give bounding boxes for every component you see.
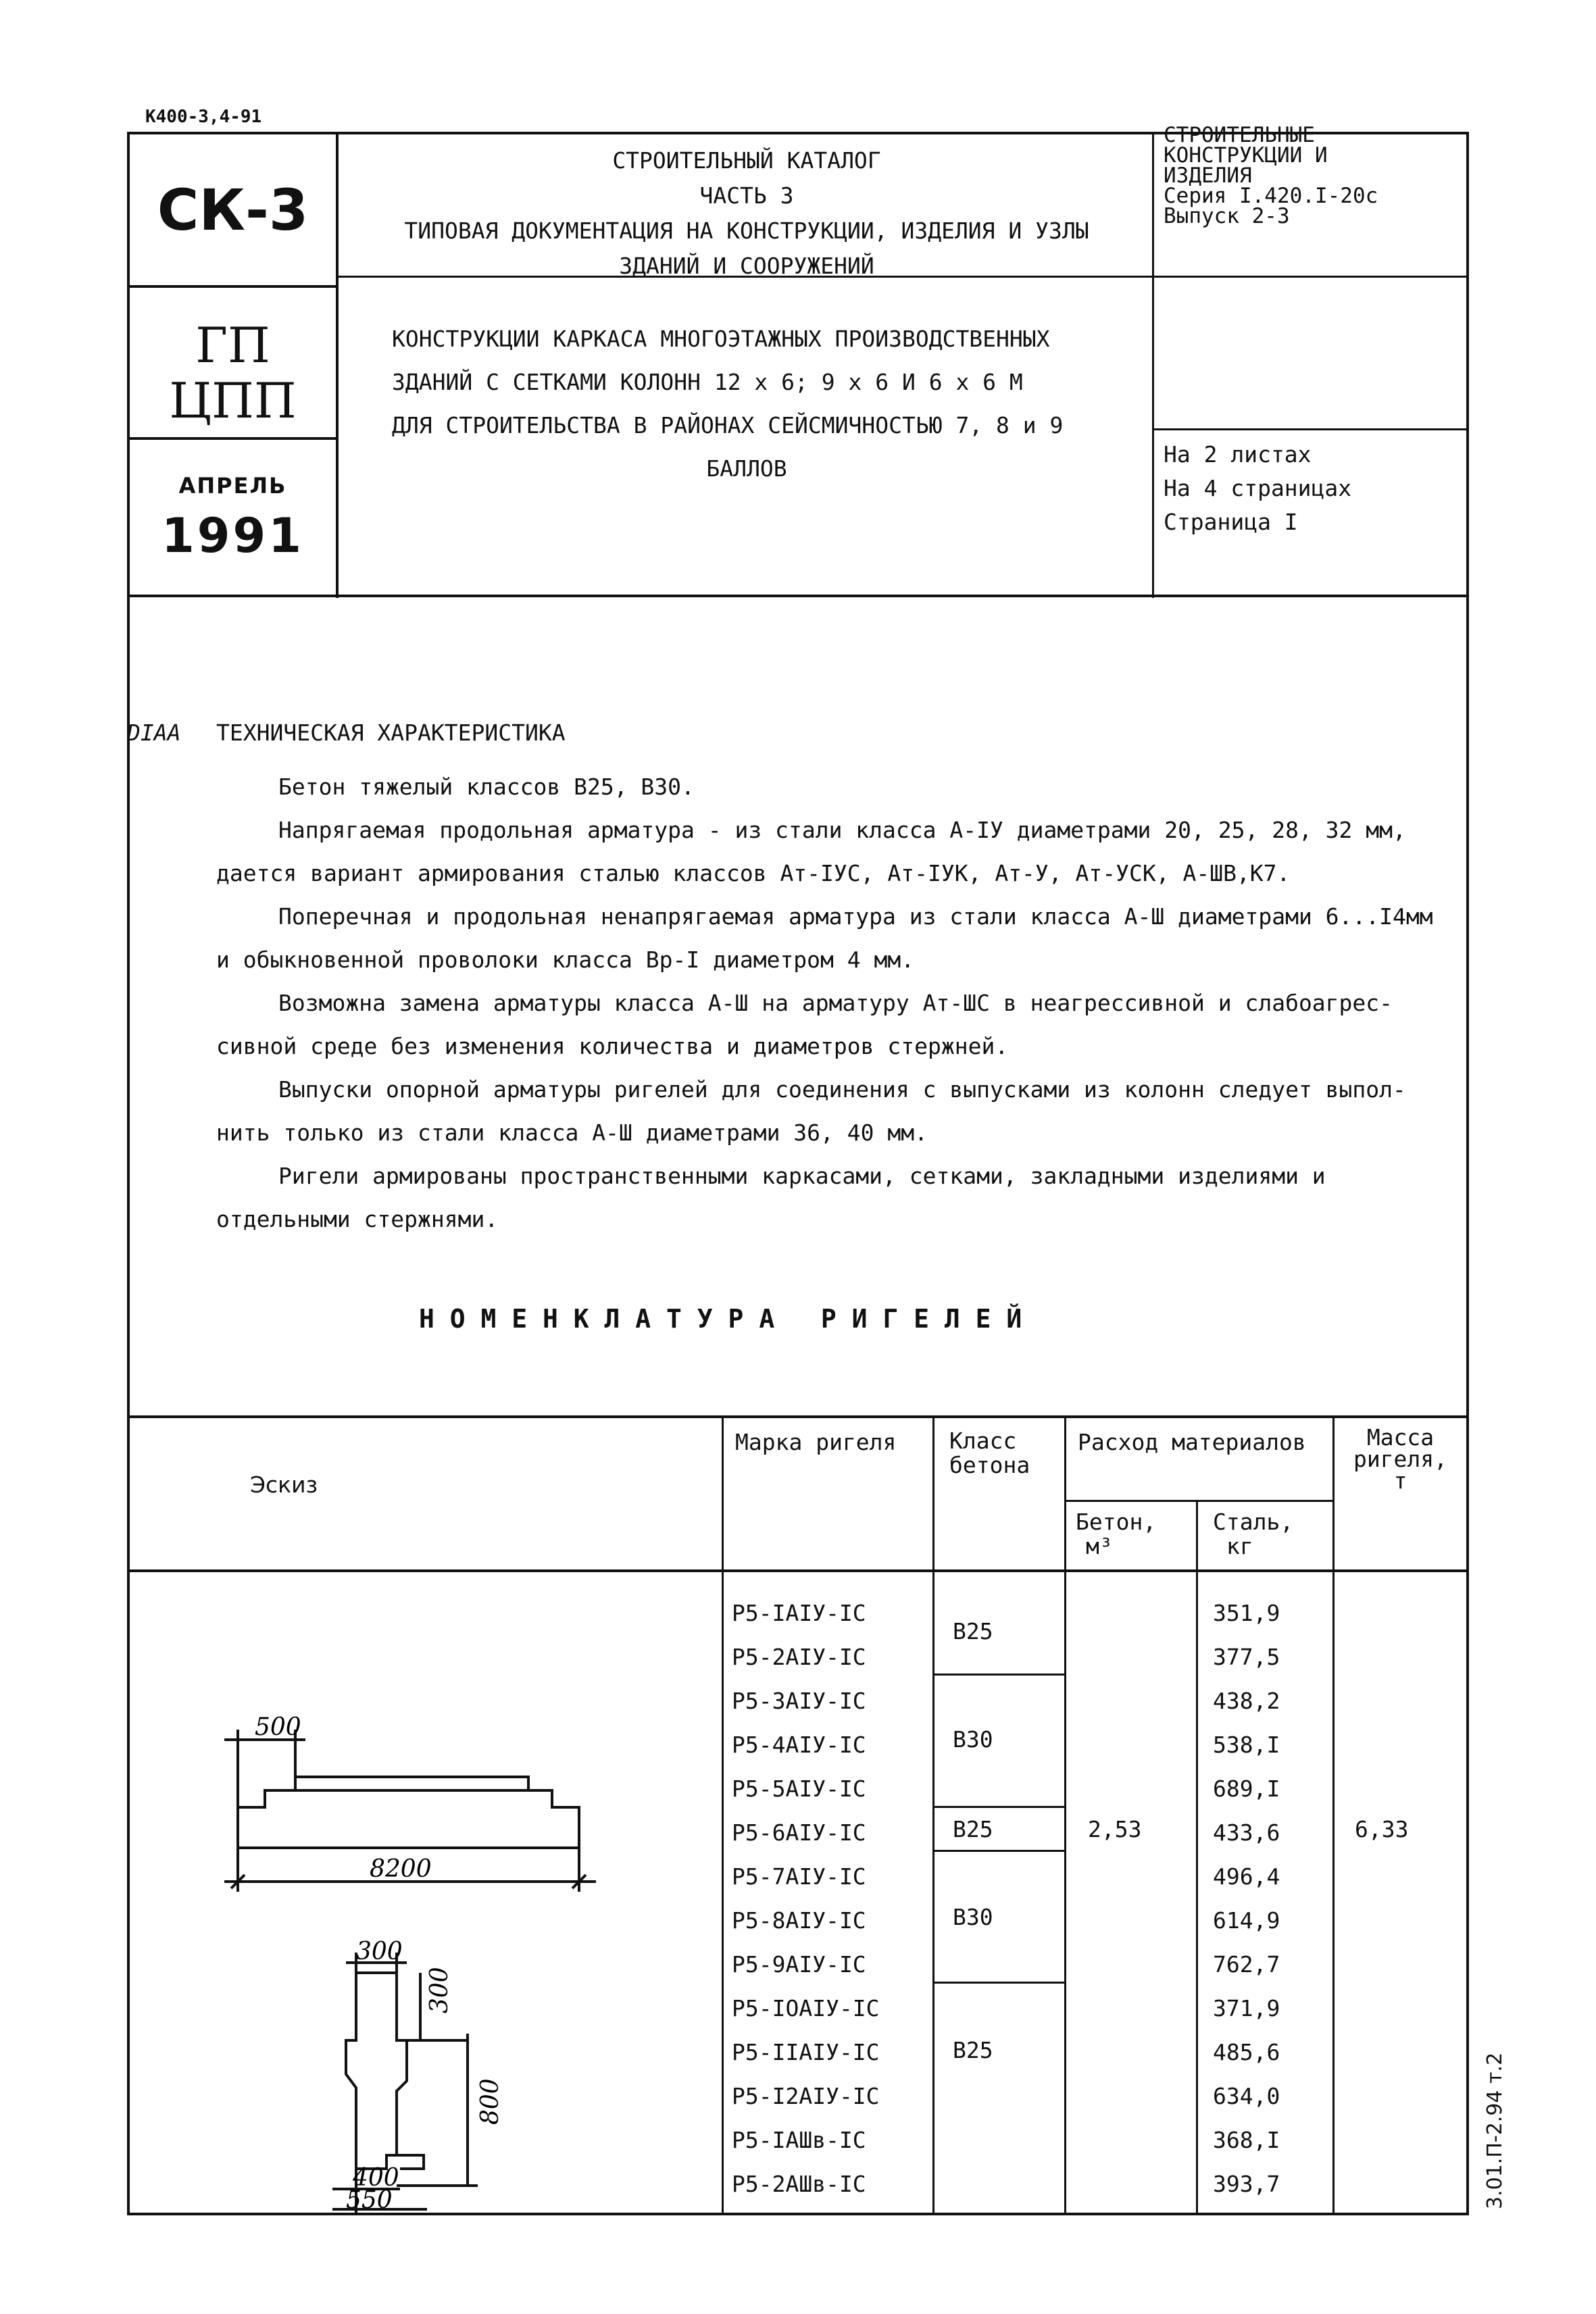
- table-row-mark: Р5-3АIУ-IС: [732, 1688, 866, 1714]
- side-code: 3.01.П-2.94 т.2: [1483, 2052, 1507, 2209]
- org-line-1: ГП: [195, 317, 270, 374]
- tech-para-6: Ригели армированы пространственными каркасами, сетками, закладными изделиями и: [278, 1163, 1326, 1189]
- class-group-2: В30: [953, 1726, 993, 1753]
- concrete-volume: 2,53: [1088, 1816, 1142, 1842]
- tech-heading: ТЕХНИЧЕСКАЯ ХАРАКТЕРИСТИКА: [216, 720, 566, 746]
- document-title: [345, 318, 1149, 491]
- section-issue: Выпуск 2-3: [1164, 204, 1290, 228]
- nomenclature-title: Н О М Е Н К Л А Т У Р А Р И Г Е Л Е Й: [419, 1304, 1022, 1334]
- tech-para-4: Возможна замена арматуры класса А-Ш на арматуру Ат-ШС в неагрессивной и слабоагрес-: [278, 990, 1393, 1016]
- document-title-line-3: ДЛЯ СТРОИТЕЛЬСТВА В РАЙОНАХ СЕЙСМИЧНОСТЬЮ 7, 8 и 9: [392, 412, 1064, 438]
- table-row-mark: Р5-9АIУ-IС: [732, 1951, 866, 1978]
- steel-list: [1213, 1591, 1328, 2206]
- table-row-steel: 762,7: [1213, 1951, 1280, 1978]
- table-row-mark: Р5-2АШв-IС: [732, 2171, 866, 2197]
- table-row-mark: Р5-IАШв-IС: [732, 2127, 866, 2153]
- beam-mass: 6,33: [1355, 1816, 1409, 1842]
- tech-para-5: Выпуски опорной арматуры ригелей для соединения с выпусками из колонн следует выпол-: [278, 1076, 1406, 1103]
- catalog-title-line-4: ЗДАНИЙ И СООРУЖЕНИЙ: [619, 253, 874, 279]
- section-title-line-1: СТРОИТЕЛЬНЫЕ: [1164, 123, 1315, 147]
- header-mark: Марка ригеля: [735, 1429, 897, 1455]
- table-row-steel: 438,2: [1213, 1688, 1280, 1714]
- pages-count: На 4 страницах: [1164, 475, 1352, 501]
- tech-para-6b: отдельными стержнями.: [216, 1206, 499, 1232]
- header-steel: [1213, 1510, 1293, 1559]
- table-row-steel: 538,I: [1213, 1732, 1280, 1758]
- catalog-title-line-2: ЧАСТЬ 3: [699, 182, 794, 209]
- header-concrete-class: [949, 1429, 1030, 1478]
- org-line-2: ЦПП: [169, 372, 297, 429]
- class-group-4: В30: [953, 1904, 993, 1930]
- tech-para-3b: и обыкновенной проволоки класса Вр-I диаметром 4 мм.: [216, 947, 915, 973]
- header-concrete: [1076, 1510, 1156, 1559]
- table-row-mark: Р5-4АIУ-IС: [732, 1732, 866, 1758]
- section-title-line-3: ИЗДЕЛИЯ: [1164, 164, 1252, 188]
- table-row-steel: 689,I: [1213, 1776, 1280, 1802]
- tech-para-3: Поперечная и продольная ненапрягаемая арматура из стали класса А-Ш диаметрами 6...I4мм: [278, 903, 1433, 930]
- table-row-steel: 485,6: [1213, 2039, 1280, 2065]
- document-title-line-2: ЗДАНИЙ С СЕТКАМИ КОЛОНН 12 х 6; 9 х 6 И 6 х 6 М: [392, 369, 1023, 395]
- class-group-1: В25: [953, 1618, 993, 1644]
- tech-para-4b: сивной среде без изменения количества и диаметров стержней.: [216, 1033, 1009, 1059]
- table-row-steel: 634,0: [1213, 2083, 1280, 2109]
- tech-para-5b: нить только из стали класса А-Ш диаметрами 36, 40 мм.: [216, 1120, 928, 1146]
- table-row-steel: 496,4: [1213, 1863, 1280, 1890]
- header-concrete-line-2: м³: [1086, 1533, 1113, 1559]
- table-row-steel: 371,9: [1213, 1995, 1280, 2021]
- table-row-steel: 368,I: [1213, 2127, 1280, 2153]
- class-group-5: В25: [953, 2037, 993, 2063]
- document-title-line-1: КОНСТРУКЦИИ КАРКАСА МНОГОЭТАЖНЫХ ПРОИЗВОДСТВЕННЫХ: [392, 326, 1050, 352]
- section-title: [1164, 125, 1461, 226]
- beam-sketch: [130, 1574, 718, 2213]
- section-series: Серия I.420.I-20с: [1164, 184, 1378, 208]
- table-row-steel: 393,7: [1213, 2171, 1280, 2197]
- table-row-steel: 377,5: [1213, 1644, 1280, 1670]
- dim-section-bottom: 550: [346, 2186, 393, 2213]
- header-class-line-1: Класс: [949, 1428, 1017, 1454]
- issue-year: 1991: [161, 508, 304, 563]
- pages-info: [1164, 438, 1461, 539]
- header-steel-line-2: кг: [1226, 1533, 1253, 1559]
- margin-mark: DIAA: [127, 720, 181, 746]
- header-sketch: Эскиз: [250, 1472, 318, 1498]
- table-row-steel: 433,6: [1213, 1819, 1280, 1846]
- table-row-mark: Р5-IАIУ-IС: [732, 1600, 866, 1626]
- tech-para-2: Напрягаемая продольная арматура - из стали класса А-IУ диаметрами 20, 25, 28, 32 мм,: [278, 817, 1406, 843]
- header-concrete-line-1: Бетон,: [1076, 1509, 1157, 1535]
- dim-section-height: 800: [476, 2078, 504, 2125]
- dim-section-top: 300: [356, 1938, 403, 1965]
- frame-right: [1466, 595, 1469, 2215]
- tech-para-1: Бетон тяжелый классов В25, В30.: [278, 774, 695, 800]
- table-row-mark: Р5-6АIУ-IС: [732, 1819, 866, 1846]
- catalog-title: [345, 143, 1149, 284]
- dim-section-web: 400: [353, 2164, 399, 2192]
- tech-text: [216, 765, 1460, 1241]
- table-row-mark: Р5-IIАIУ-IС: [732, 2039, 880, 2065]
- table-row-mark: Р5-7АIУ-IС: [732, 1863, 866, 1890]
- dim-length: 8200: [370, 1855, 432, 1883]
- catalog-title-line-3: ТИПОВАЯ ДОКУМЕНТАЦИЯ НА КОНСТРУКЦИИ, ИЗДЕЛИЯ И УЗЛЫ: [404, 218, 1089, 244]
- tech-para-2b: дается вариант армирования сталью классов Ат-IУС, Ат-IУК, Ат-У, Ат-УСК, А-ШВ,К7.: [216, 860, 1291, 886]
- table-row-mark: Р5-I2АIУ-IС: [732, 2083, 880, 2109]
- catalog-title-line-1: СТРОИТЕЛЬНЫЙ КАТАЛОГ: [612, 147, 881, 174]
- dim-top-width: 500: [255, 1713, 301, 1741]
- dim-section-flange: 300: [426, 1967, 453, 2013]
- header-mass-line-2: ригеля,: [1353, 1446, 1448, 1472]
- header-mass-line-3: т: [1393, 1467, 1407, 1494]
- document-code: К400-3,4-91: [145, 107, 262, 127]
- table-row-mark: Р5-8АIУ-IС: [732, 1907, 866, 1934]
- issue-month: АПРЕЛЬ: [178, 473, 287, 499]
- document-title-line-4: БАЛЛОВ: [706, 455, 787, 482]
- header-mass-line-1: Масса: [1366, 1424, 1435, 1451]
- catalog-code: СК-3: [157, 177, 309, 243]
- table-row-mark: Р5-IОАIУ-IС: [732, 1995, 880, 2021]
- page-number: Страница I: [1164, 509, 1298, 535]
- table-row-steel: 614,9: [1213, 1907, 1280, 1934]
- header-steel-line-1: Сталь,: [1213, 1509, 1294, 1535]
- header-mass: [1335, 1424, 1466, 1494]
- section-title-line-2: КОНСТРУКЦИИ И: [1164, 143, 1328, 168]
- table-row-mark: Р5-5АIУ-IС: [732, 1776, 866, 1802]
- class-group-3: В25: [953, 1816, 993, 1842]
- mark-list: [732, 1591, 928, 2206]
- table-row-steel: 351,9: [1213, 1600, 1280, 1626]
- header-class-line-2: бетона: [949, 1452, 1030, 1478]
- table-row-mark: Р5-2АIУ-IС: [732, 1644, 866, 1670]
- org-name: [130, 318, 336, 428]
- header-materials: Расход материалов: [1078, 1429, 1306, 1455]
- sheets-count: На 2 листах: [1164, 441, 1312, 468]
